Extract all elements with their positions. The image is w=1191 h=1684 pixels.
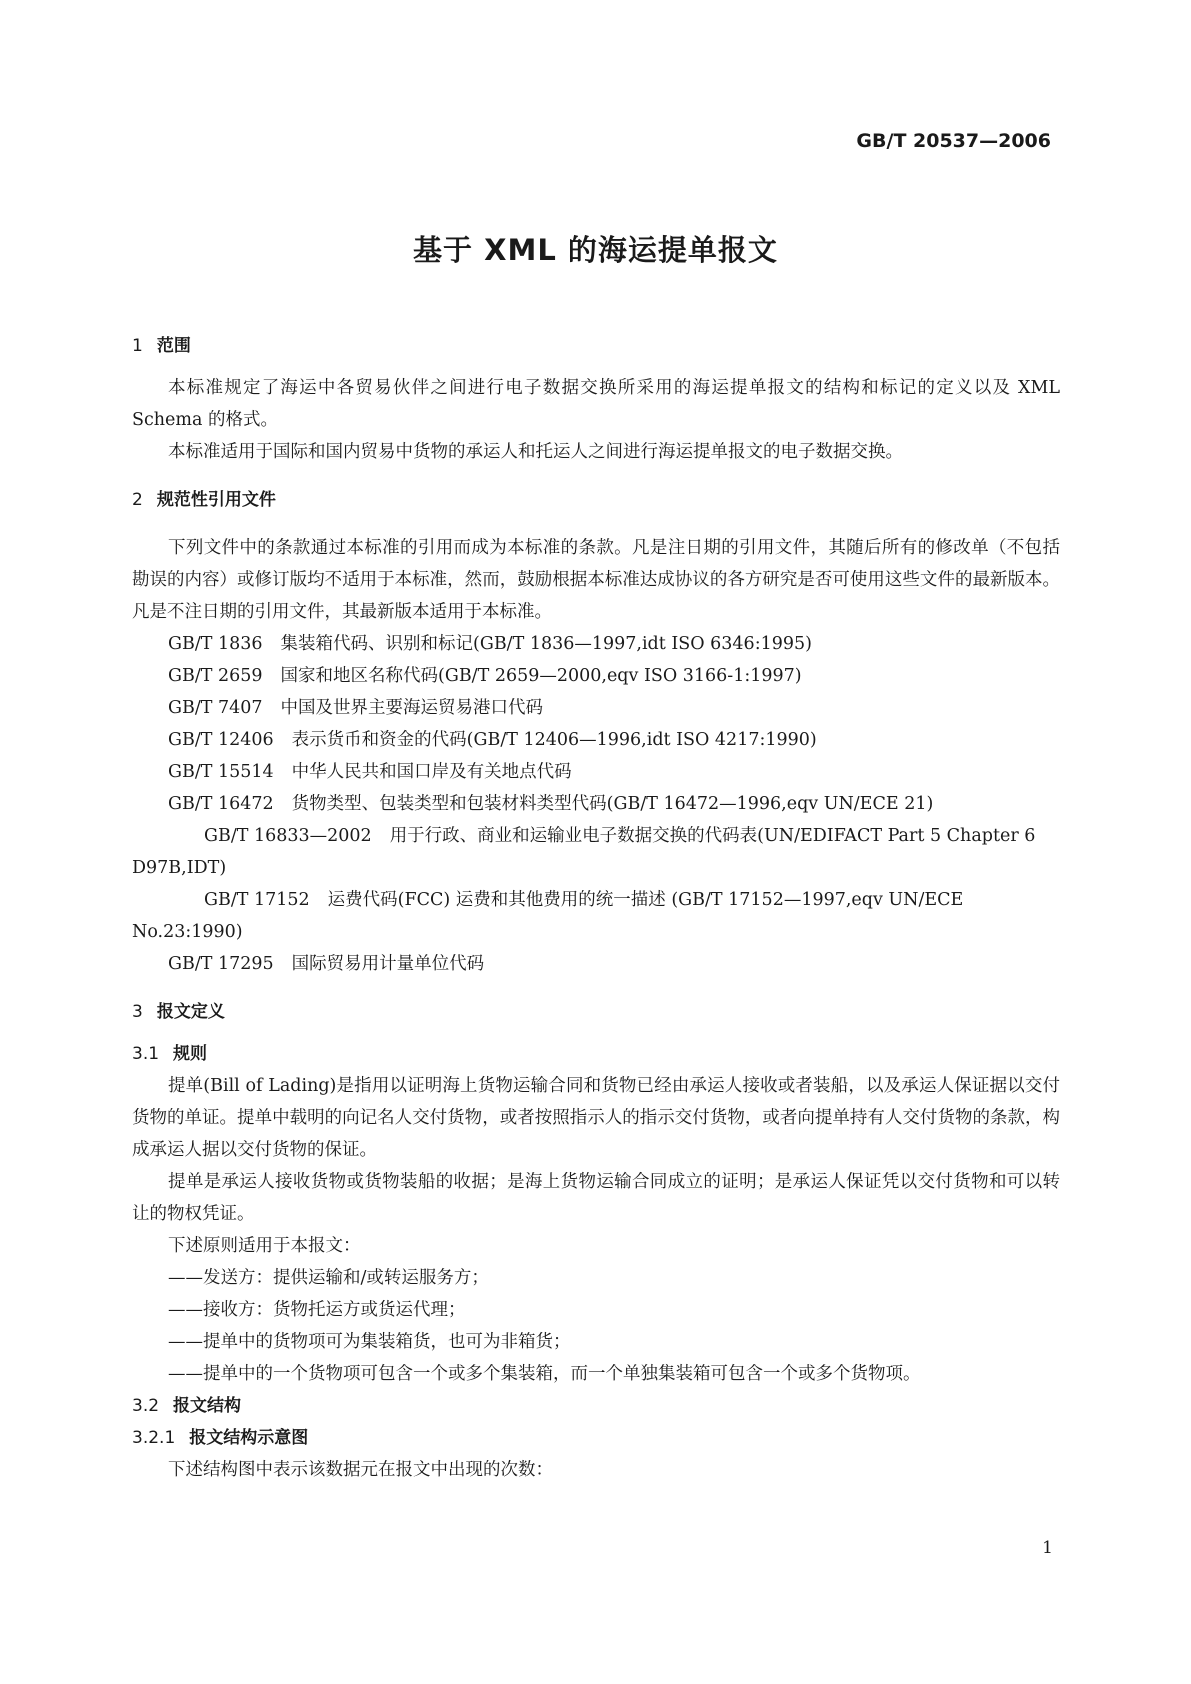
reference-title: 表示货币和资金的代码(GB/T 12406—1996,idt ISO 4217:1990) [291, 730, 817, 750]
paragraph: 下列文件中的条款通过本标准的引用而成为本标准的条款。凡是注日期的引用文件，其随后所有的修改单（不包括勘误的内容）或修订版均不适用于本标准，然而，鼓励根据本标准达成协议的各方研究是否可使用这些文件的最新版本。凡是不注日期的引用文件，其最新版本适用于本标准。 [132, 538, 1060, 622]
reference-code: GB/T 15514 [168, 762, 274, 782]
section-number: 2 [132, 490, 143, 510]
reference-title: 用于行政、商业和运输业电子数据交换的代码表(UN/EDIFACT Part 5 Chapter 6 D97B,IDT) [132, 826, 1036, 878]
principle-item: ——提单中的一个货物项可包含一个或多个集装箱，而一个单独集装箱可包含一个或多个货物项。 [168, 1364, 921, 1384]
section-number: 3 [132, 1002, 143, 1022]
paragraph: 本标准适用于国际和国内贸易中货物的承运人和托运人之间进行海运提单报文的电子数据交换。 [168, 442, 903, 462]
reference-item [132, 692, 1060, 724]
reference-item [132, 948, 1060, 980]
reference-item [132, 660, 1060, 692]
reference-title: 货物类型、包装类型和包装材料类型代码(GB/T 16472—1996,eqv UN/ECE 21) [291, 794, 934, 814]
document-title: 基于 XML 的海运提单报文 [413, 233, 778, 267]
section-title: 规范性引用文件 [156, 490, 276, 510]
principle-item: ——发送方：提供运输和/或转运服务方； [168, 1268, 489, 1288]
section-title: 报文结构示意图 [189, 1428, 309, 1448]
reference-title: 国际贸易用计量单位代码 [291, 954, 485, 974]
reference-code: GB/T 7407 [168, 698, 263, 718]
reference-title: 中华人民共和国口岸及有关地点代码 [291, 762, 572, 782]
reference-item [132, 724, 1060, 756]
reference-code: GB/T 12406 [168, 730, 274, 750]
section-3-2-heading [132, 1390, 1060, 1422]
section-3-1-heading [132, 1038, 1060, 1070]
reference-item [132, 788, 1060, 820]
principle-item: ——接收方：货物托运方或货运代理； [168, 1300, 466, 1320]
paragraph: 下述结构图中表示该数据元在报文中出现的次数： [168, 1460, 553, 1480]
paragraph: 提单是承运人接收货物或货物装船的收据；是海上货物运输合同成立的证明；是承运人保证凭以交付货物和可以转让的物权凭证。 [132, 1172, 1060, 1224]
reference-code: GB/T 17152 [204, 890, 310, 910]
paragraph: 提单(Bill of Lading)是指用以证明海上货物运输合同和货物已经由承运人接收或者装船，以及承运人保证据以交付货物的单证。提单中载明的向记名人交付货物，或者按照指示人的指示交付货物，或者向提单持有人交付货物的条款，构成承运人据以交付货物的保证。 [132, 1076, 1060, 1160]
reference-item [132, 820, 1060, 884]
section-number: 3.1 [132, 1044, 160, 1064]
section-number: 3.2.1 [132, 1428, 176, 1448]
section-2-heading [132, 484, 1060, 516]
reference-title: 国家和地区名称代码(GB/T 2659—2000,eqv ISO 3166-1:1997) [280, 666, 802, 686]
section-1-heading [132, 330, 1060, 362]
reference-item [132, 884, 1060, 948]
section-3-heading [132, 996, 1060, 1028]
section-title: 范围 [156, 336, 191, 356]
standard-code: GB/T 20537—2006 [856, 130, 1051, 152]
document-body [132, 330, 1060, 1486]
reference-item [132, 628, 1060, 660]
reference-title: 运费代码(FCC) 运费和其他费用的统一描述 (GB/T 17152—1997,eqv UN/ECE No.23:1990) [132, 890, 964, 942]
reference-code: GB/T 1836 [168, 634, 263, 654]
section-3-2-1-heading [132, 1422, 1060, 1454]
section-title: 报文结构 [173, 1396, 242, 1416]
paragraph: 本标准规定了海运中各贸易伙伴之间进行电子数据交换所采用的海运提单报文的结构和标记的定义以及 XML Schema 的格式。 [132, 378, 1060, 430]
paragraph: 下述原则适用于本报文： [168, 1236, 361, 1256]
page-number: 1 [1042, 1538, 1053, 1558]
reference-title: 中国及世界主要海运贸易港口代码 [280, 698, 544, 718]
section-title: 报文定义 [156, 1002, 225, 1022]
section-title: 规则 [173, 1044, 208, 1064]
reference-code: GB/T 17295 [168, 954, 274, 974]
reference-title: 集装箱代码、识别和标记(GB/T 1836—1997,idt ISO 6346:1995) [280, 634, 812, 654]
section-number: 1 [132, 336, 143, 356]
section-number: 3.2 [132, 1396, 160, 1416]
reference-code: GB/T 16472 [168, 794, 274, 814]
reference-code: GB/T 16833—2002 [204, 826, 372, 846]
principle-item: ——提单中的货物项可为集装箱货，也可为非箱货； [168, 1332, 571, 1352]
reference-item [132, 756, 1060, 788]
reference-code: GB/T 2659 [168, 666, 263, 686]
